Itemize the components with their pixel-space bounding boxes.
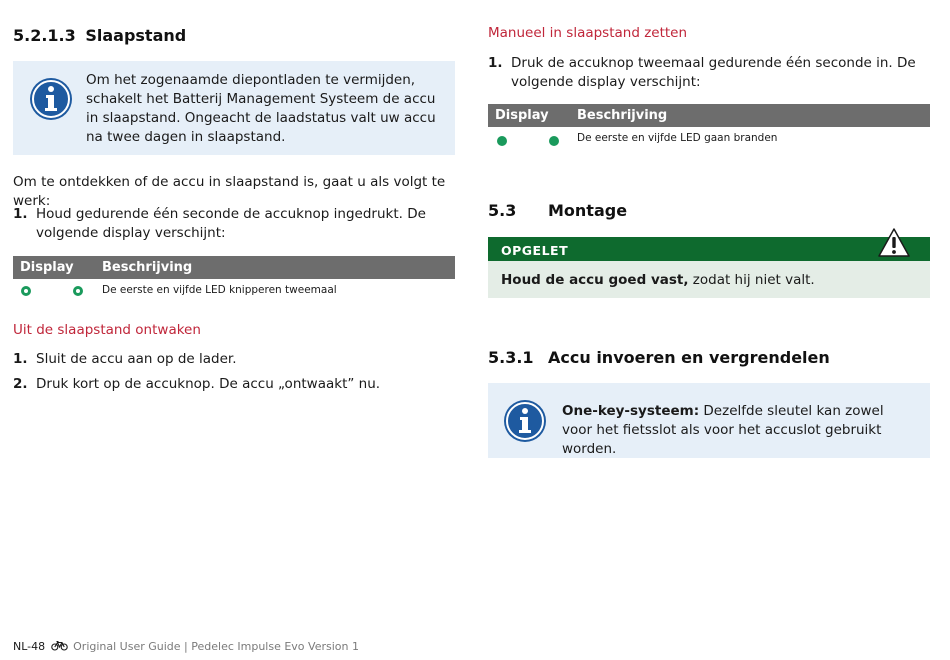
step-text: Druk kort op de accuknop. De accu „ontwaakt” nu. [36,376,381,392]
warning-text: zodat hij niet valt. [688,272,815,288]
led-on-5 [549,136,559,146]
section-number: 5.3.1 [488,348,534,367]
step-number: 2. [13,376,28,392]
row-description: De eerste en vijfde LED knipperen tweemaal [102,284,337,296]
col-description: Beschrijving [102,260,193,275]
warning-message [501,271,815,290]
led-blink-1 [21,286,31,296]
step-number: 1. [488,55,503,71]
footer-text: Original User Guide | Pedelec Impulse Evo Version 1 [73,640,359,653]
warning-label: OPGELET [501,243,569,258]
warning-bold: Houd de accu goed vast, [501,272,689,288]
info-box-sleep [13,61,455,155]
table-row [13,280,455,302]
section-heading-slaapstand [13,26,186,45]
step-text: Druk de accuknop tweemaal gedurende één seconde in. De volgende display verschijnt: [511,55,916,90]
info-bold: One-key-systeem: [562,403,700,419]
info-icon [29,77,73,121]
wake-heading: Uit de slaapstand ontwaken [13,322,201,338]
step-text: Sluit de accu aan op de lader. [36,351,237,367]
wake-step-2 [13,375,455,395]
warning-triangle-icon [877,227,911,259]
wake-step-1 [13,350,455,370]
led-blink-5 [73,286,83,296]
table-header-manual [488,104,930,127]
info-text: Om het zogenaamde diepontladen te vermijden, schakelt het Batterij Management Systeem de accu in slaapstand. Ongeacht de laadstatus valt uw accu na twee dagen in slaapstand. [86,72,436,145]
table-header-check [13,256,455,279]
info-text [562,402,917,459]
step-1-manual [488,54,930,94]
section-title: Montage [548,201,628,220]
section-title: Slaapstand [85,26,187,45]
page-footer [13,640,359,653]
warning-header [488,237,930,261]
info-box-key [488,383,930,458]
section-number: 5.3 [488,201,517,220]
table-row [488,128,930,150]
step-number: 1. [13,351,28,367]
info-icon [503,399,547,443]
section-heading-accu [488,348,830,367]
section-number: 5.2.1.3 [13,26,76,45]
section-title: Accu invoeren en vergrendelen [548,348,830,367]
col-display: Display [20,260,74,275]
step-text: Houd gedurende één seconde de accuknop ingedrukt. De volgende display verschijnt: [36,206,426,241]
intro-paragraph: Om te ontdekken of de accu in slaapstand is, gaat u als volgt te werk: [13,174,446,209]
warning-body [488,261,930,298]
row-description: De eerste en vijfde LED gaan branden [577,132,778,144]
col-description: Beschrijving [577,108,668,123]
step-1-check [13,205,455,245]
step-number: 1. [13,206,28,222]
section-heading-montage [488,201,628,220]
col-display: Display [495,108,549,123]
manual-heading: Manueel in slaapstand zetten [488,25,688,41]
info-body: Dezelfde sleutel kan zowel voor het fietsslot als voor het accuslot gebruikt worden. [562,403,884,457]
page-number: NL-48 [13,640,46,653]
led-on-1 [497,136,507,146]
bicycle-icon [51,640,68,651]
